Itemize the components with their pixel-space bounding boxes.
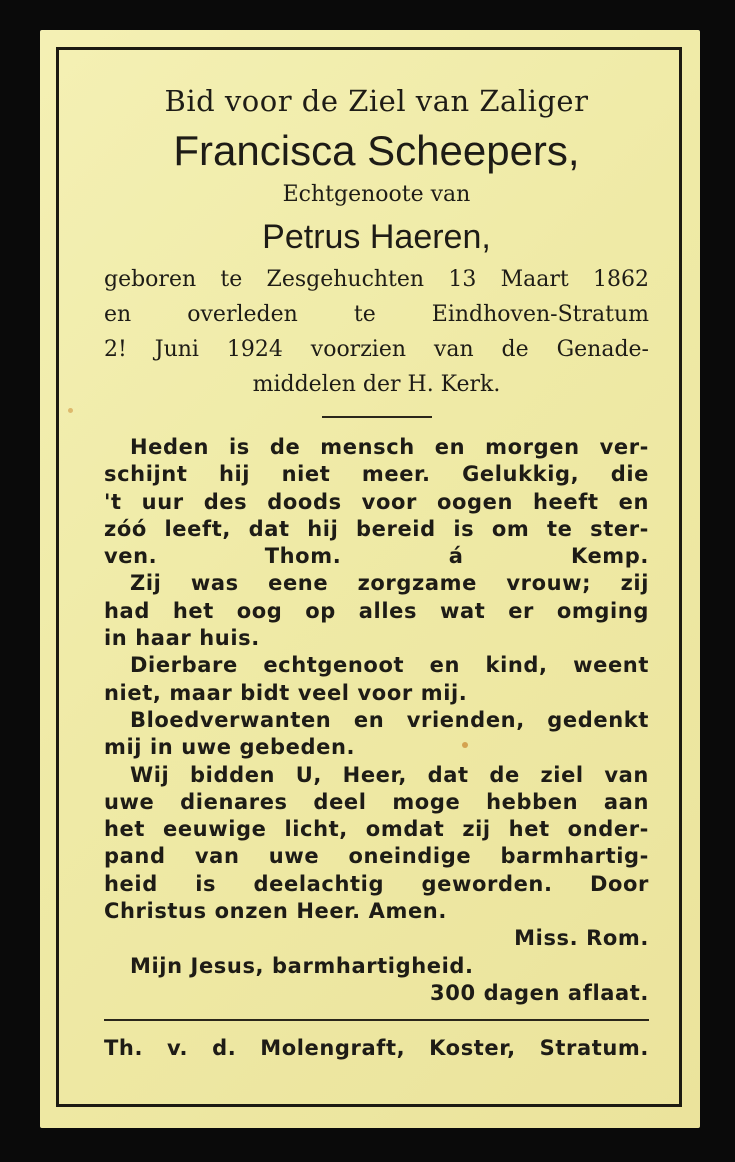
bio-line: geboren te Zesgehuchten 13 Maart 1862	[104, 267, 649, 292]
text-line: Wij bidden U, Heer, dat de ziel van	[130, 762, 649, 787]
text-line: 300 dagen aflaat.	[430, 980, 649, 1005]
text-line: Mijn Jesus, barmhartigheid.	[130, 953, 474, 978]
relation-text: Echtgenoote van	[282, 182, 471, 207]
printer-credit: Th. v. d. Molengraft, Koster, Stratum.	[104, 1036, 649, 1061]
heading-prayer: Bid voor de Ziel van Zaliger	[164, 84, 589, 118]
text-line: pand van uwe oneindige barmhartig-	[104, 844, 649, 869]
text-line: ven. Thom. á Kemp.	[104, 544, 649, 569]
text-line: Bloedverwanten en vrienden, gedenkt	[130, 707, 649, 732]
bio-line: en overleden te Eindhoven-Stratum	[104, 302, 649, 327]
spouse-name: Petrus Haeren,	[262, 218, 491, 256]
text-line: Zij was eene zorgzame vrouw; zij	[130, 571, 649, 596]
text-line: heid is deelachtig geworden. Door	[104, 871, 649, 896]
stain-mark	[68, 408, 73, 413]
bio-line-last: middelen der H. Kerk.	[252, 372, 501, 397]
text-line: het eeuwige licht, omdat zij het onder-	[104, 817, 649, 842]
text-line: in haar huis.	[104, 626, 260, 651]
text-line: Dierbare echtgenoot en kind, weent	[130, 653, 649, 678]
short-divider	[322, 416, 432, 418]
bio-line: 2! Juni 1924 voorzien van de Genade-	[104, 337, 649, 362]
bio-block	[104, 262, 649, 402]
card-content	[104, 78, 649, 1063]
text-line: mij in uwe gebeden.	[104, 735, 356, 760]
footer-divider	[104, 1019, 649, 1021]
deceased-name: Francisca Scheepers,	[173, 127, 580, 174]
text-line: uwe dienares deel moge hebben aan	[104, 789, 649, 814]
text-line: zóó leeft, dat hij bereid is om te ster-	[104, 516, 649, 541]
prayer-text-block	[104, 434, 649, 1007]
text-line: had het oog op alles wat er omging	[104, 598, 649, 623]
text-line: 't uur des doods voor oogen heeft en	[104, 489, 649, 514]
text-line: schijnt hij niet meer. Gelukkig, die	[104, 462, 649, 487]
text-line: Heden is de mensch en morgen ver-	[130, 435, 649, 459]
text-line: niet, maar bidt veel voor mij.	[104, 680, 468, 705]
text-line: Christus onzen Heer. Amen.	[104, 899, 447, 924]
text-line: Miss. Rom.	[514, 926, 649, 951]
